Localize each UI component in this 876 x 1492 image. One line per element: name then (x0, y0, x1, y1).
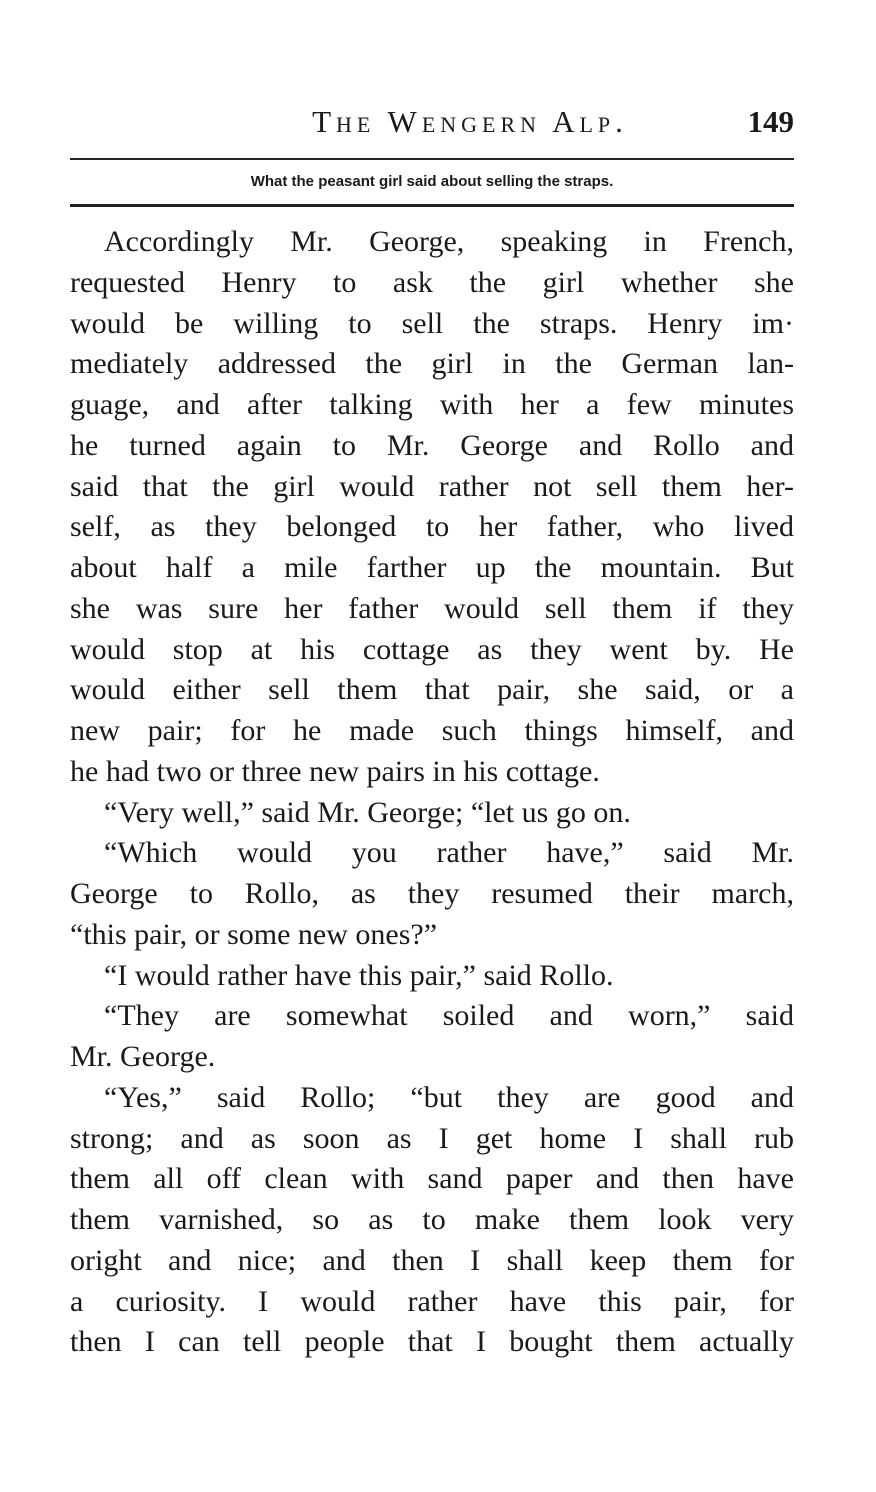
text-line: oright and nice; and then I shall keep them for (70, 1243, 794, 1277)
text-line: “this pair, or some new ones?” (70, 917, 438, 951)
text-line: he turned again to Mr. George and Rollo and (70, 428, 794, 462)
text-line: them all off clean with sand paper and then have (70, 1162, 794, 1196)
header-rule-bottom (70, 204, 794, 207)
text-line: would stop at his cottage as they went by. He (70, 632, 794, 666)
text-line: George to Rollo, as they resumed their march, (70, 877, 794, 910)
text-line: Mr. George. (70, 1040, 216, 1073)
text-line: self, as they belonged to her father, who lived (70, 510, 794, 544)
text-line: then I can tell people that I bought them actually (70, 1325, 794, 1359)
text-line: “Yes,” said Rollo; “but they are good and (104, 1080, 794, 1114)
text-line: “Which would you rather have,” said Mr. (104, 836, 794, 870)
text-line: mediately addressed the girl in the German lan- (70, 347, 794, 381)
text-line: “I would rather have this pair,” said Rollo. (104, 958, 614, 992)
text-line: said that the girl would rather not sell them her- (70, 469, 794, 503)
running-title: The Wengern Alp. (312, 104, 628, 139)
text-line: Accordingly Mr. George, speaking in French, (104, 225, 794, 258)
body-text (70, 222, 794, 1363)
text-line: she was sure her father would sell them if they (70, 591, 794, 625)
page-number: 149 (747, 104, 794, 139)
text-line: requested Henry to ask the girl whether she (70, 265, 794, 299)
text-line: he had two or three new pairs in his cottage. (70, 754, 600, 788)
running-head (70, 104, 794, 144)
text-line: them varnished, so as to make them look very (70, 1203, 794, 1236)
text-line: “They are somewhat soiled and worn,” said (104, 999, 794, 1033)
text-line: would be willing to sell the straps. Henry im· (70, 306, 794, 340)
text-line: a curiosity. I would rather have this pair, for (70, 1284, 794, 1318)
text-line: would either sell them that pair, she said, or a (70, 673, 794, 707)
text-line: strong; and as soon as I get home I shall rub (70, 1121, 794, 1155)
text-line: “Very well,” said Mr. George; “let us go on. (104, 795, 631, 829)
section-caption: What the peasant girl said about selling the straps. (250, 173, 614, 190)
header-rule-top (70, 158, 794, 160)
text-line: about half a mile farther up the mountain. But (70, 551, 794, 584)
text-line: guage, and after talking with her a few minutes (70, 388, 794, 421)
text-line: new pair; for he made such things himself, and (70, 714, 794, 747)
